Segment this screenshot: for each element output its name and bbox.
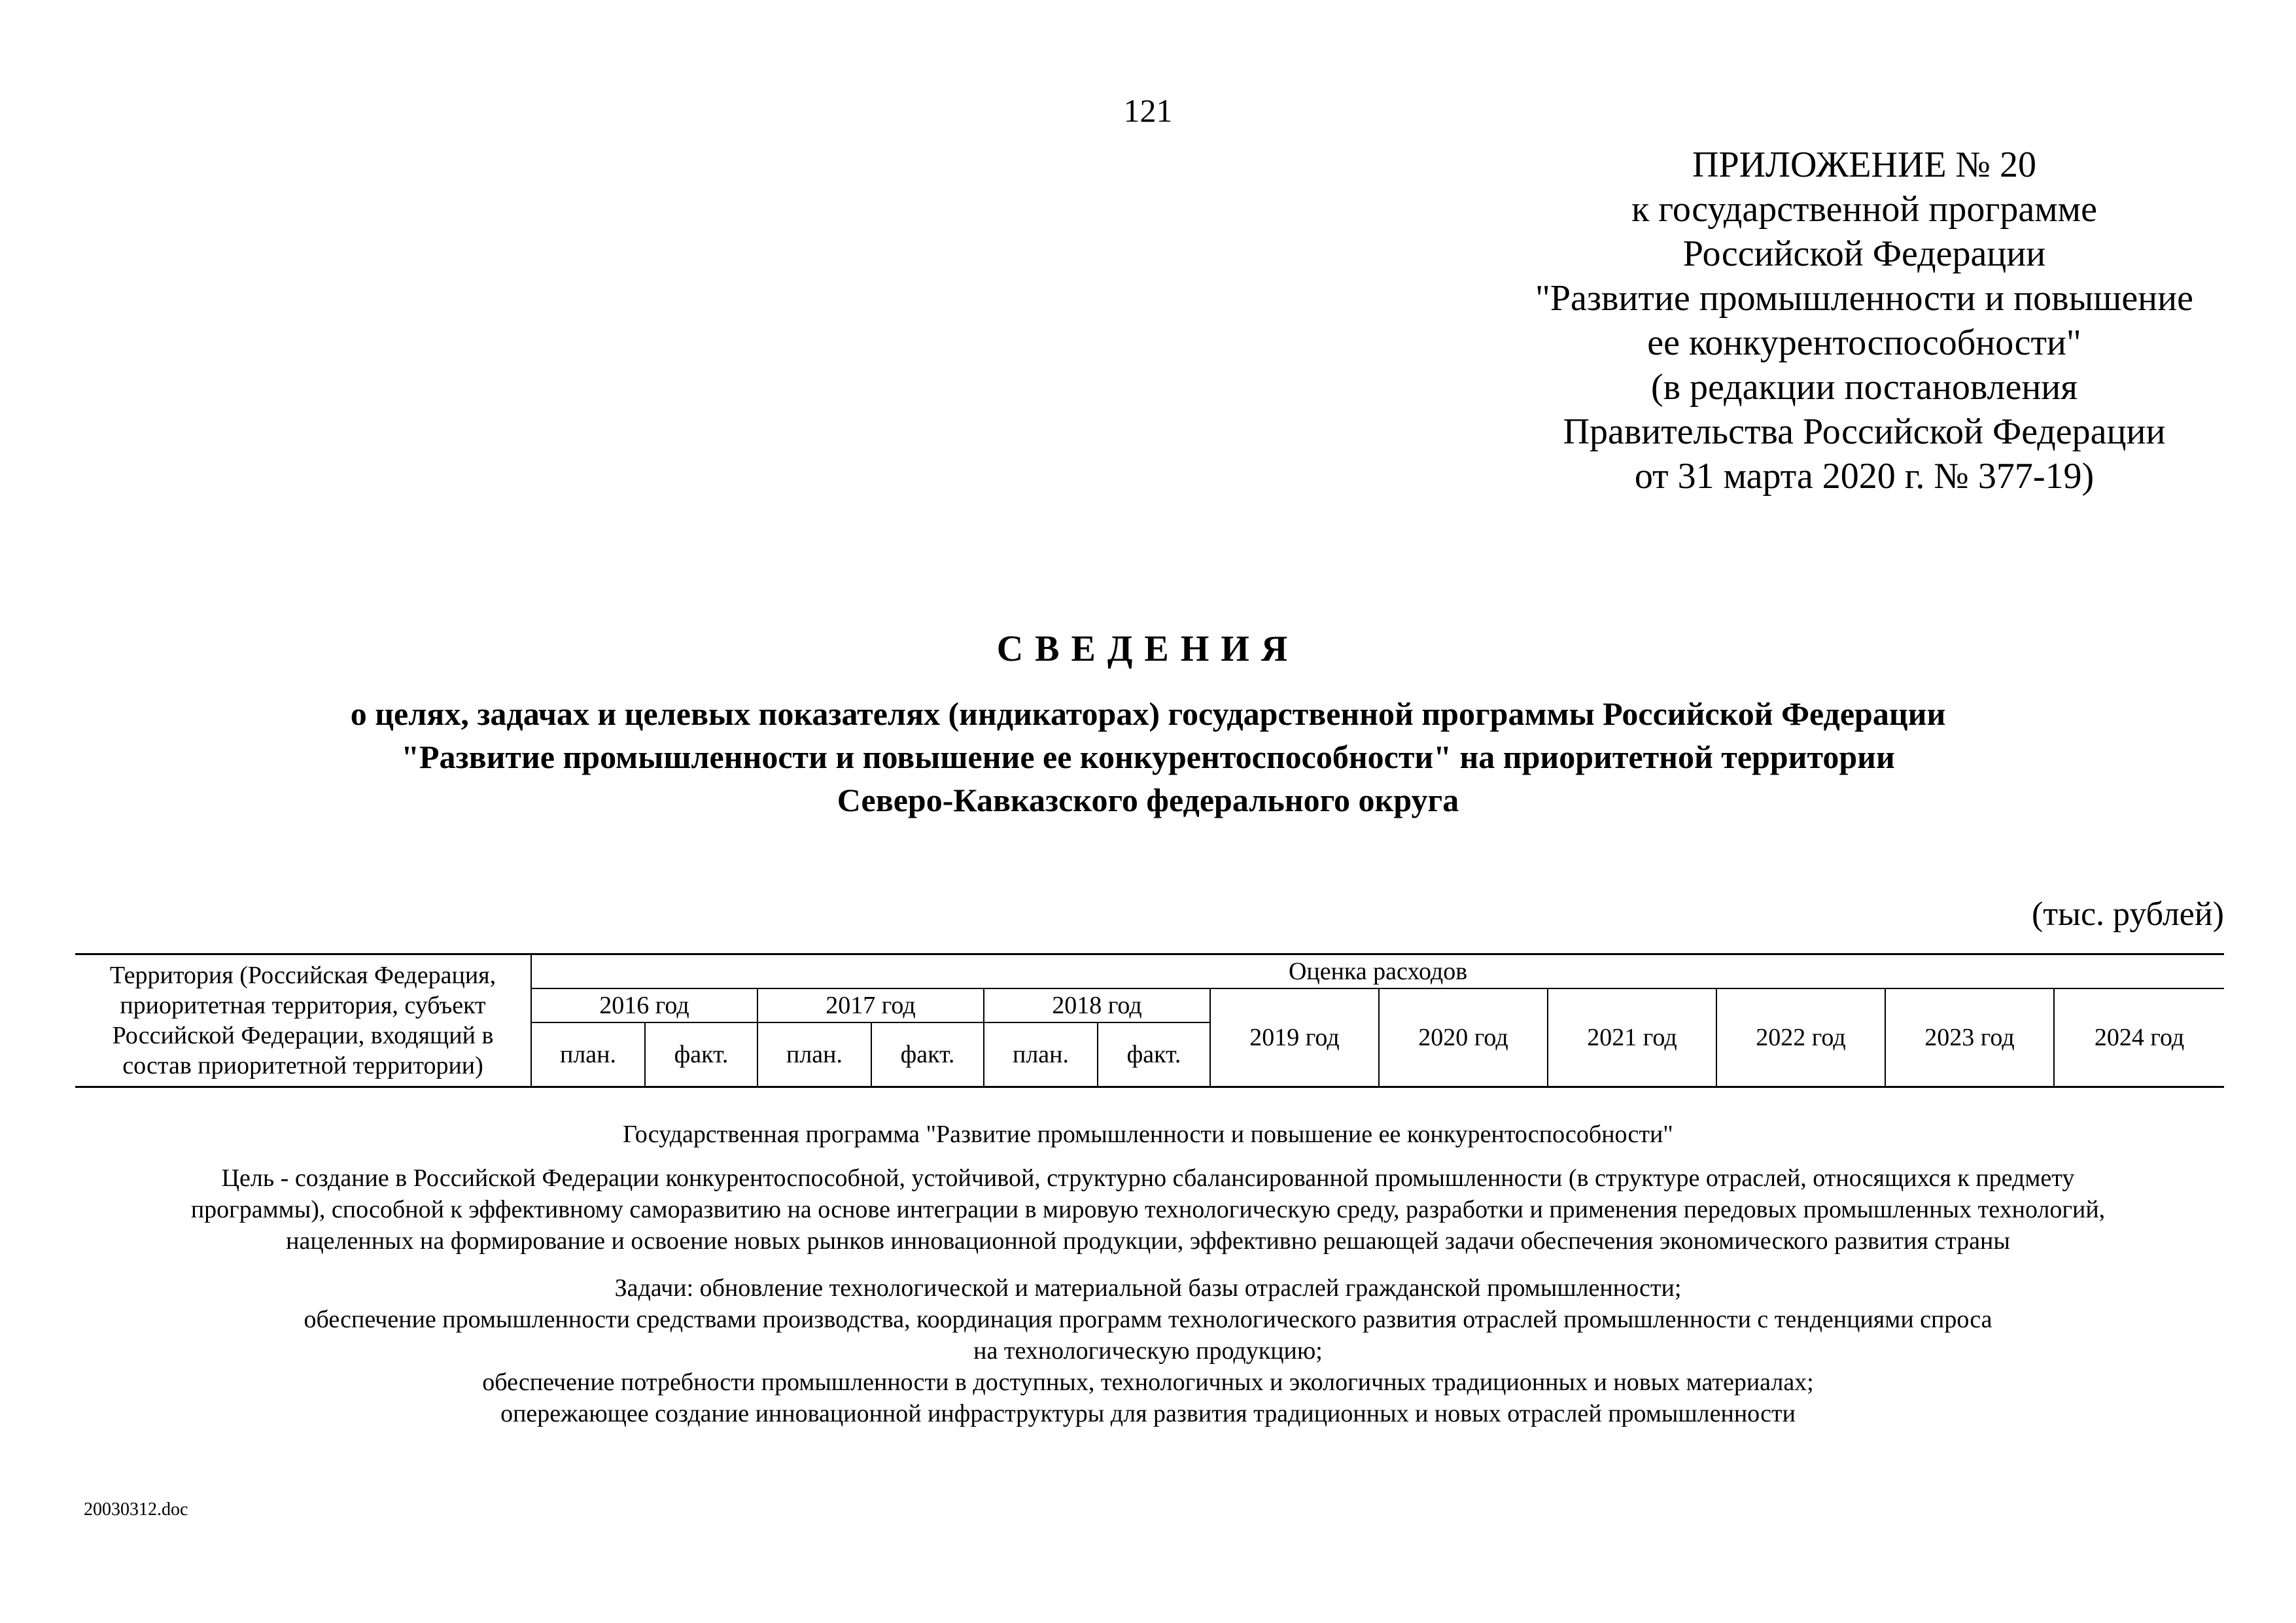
page-number: 121 xyxy=(1123,92,1173,129)
footer-doc-code: 20030312.doc xyxy=(84,1499,188,1520)
task-line: Задачи: обновление технологической и материальной базы отраслей гражданской промышленности; xyxy=(614,1274,1682,1302)
appendix-header xyxy=(1505,143,2224,498)
program-text: Государственная программа "Развитие промышленности и повышение ее конкурентоспособности" xyxy=(623,1121,1673,1148)
table-header-row xyxy=(75,954,2224,989)
title-subtitle-line: Северо-Кавказского федерального округа xyxy=(837,782,1459,818)
appendix-line: ПРИЛОЖЕНИЕ № 20 xyxy=(1692,145,2036,185)
year-header-cell: 2016 год xyxy=(531,988,757,1022)
goal-line: программы), способной к эффективному саморазвитию на основе интеграции в мировую технологическую среду, разработки и применения передовых промышленных технологий, xyxy=(190,1196,2106,1223)
year-header-cell: 2021 год xyxy=(1548,988,1716,1087)
appendix-line: "Развитие промышленности и повышение xyxy=(1535,278,2193,319)
territory-header-line: Российской Федерации, входящий в xyxy=(112,1022,494,1049)
tasks-paragraph xyxy=(0,1272,2296,1429)
plan-header-cell: план. xyxy=(984,1022,1098,1087)
program-line xyxy=(0,1119,2296,1150)
goal-line: нацеленных на формирование и освоение новых рынков инновационной продукции, эффективно решающей задачи обеспечения экономического развития страны xyxy=(286,1227,2010,1255)
expenses-table xyxy=(75,953,2224,1088)
year-header-cell: 2019 год xyxy=(1210,988,1379,1087)
territory-header-line: состав приоритетной территории) xyxy=(122,1052,483,1079)
fact-header-cell: факт. xyxy=(871,1022,984,1087)
title-main: СВЕДЕНИЯ xyxy=(996,629,1300,669)
appendix-line: к государственной программе xyxy=(1631,189,2097,230)
plan-header-cell: план. xyxy=(757,1022,871,1087)
goal-paragraph xyxy=(0,1162,2296,1257)
fact-header-cell: факт. xyxy=(1098,1022,1210,1087)
task-line: на технологическую продукцию; xyxy=(973,1337,1323,1365)
task-line: опережающее создание инновационной инфраструктуры для развития традиционных и новых отраслей промышленности xyxy=(500,1400,1796,1427)
year-header-cell: 2020 год xyxy=(1379,988,1548,1087)
title-subtitle-line: "Развитие промышленности и повышение ее конкурентоспособности" на приоритетной территории xyxy=(401,739,1895,775)
appendix-line: ее конкурентоспособности" xyxy=(1647,323,2081,363)
appendix-line: Российской Федерации xyxy=(1682,234,2046,274)
year-header-cell: 2023 год xyxy=(1885,988,2054,1087)
estimate-header-cell: Оценка расходов xyxy=(531,954,2224,989)
appendix-line: от 31 марта 2020 г. № 377-19) xyxy=(1634,456,2095,497)
document-title xyxy=(0,628,2296,822)
plan-header-cell: план. xyxy=(531,1022,645,1087)
territory-header-line: приоритетная территория, субъект xyxy=(120,992,486,1019)
fact-header-cell: факт. xyxy=(645,1022,757,1087)
title-subtitle-line: о целях, задачах и целевых показателях (индикаторах) государственной программы Российской Федерации xyxy=(350,695,1946,732)
task-line: обеспечение потребности промышленности в доступных, технологичных и экологичных традиционных и новых материалах; xyxy=(482,1369,1814,1396)
appendix-line: (в редакции постановления xyxy=(1650,367,2078,408)
year-header-cell: 2017 год xyxy=(757,988,984,1022)
units-label: (тыс. рублей) xyxy=(2031,896,2224,933)
territory-header-cell xyxy=(75,954,531,1087)
goal-line: Цель - создание в Российской Федерации конкурентоспособной, устойчивой, структурно сбалансированной промышленности (в структуре отраслей, относящихся к предмету xyxy=(221,1164,2075,1192)
appendix-line: Правительства Российской Федерации xyxy=(1563,411,2166,452)
year-header-cell: 2022 год xyxy=(1716,988,1885,1087)
task-line: обеспечение промышленности средствами производства, координация программ технологического развития отраслей промышленности с тенденциями спроса xyxy=(304,1306,1992,1333)
territory-header-line: Территория (Российская Федерация, xyxy=(109,962,496,989)
year-header-cell: 2018 год xyxy=(984,988,1210,1022)
year-header-cell: 2024 год xyxy=(2054,988,2224,1087)
